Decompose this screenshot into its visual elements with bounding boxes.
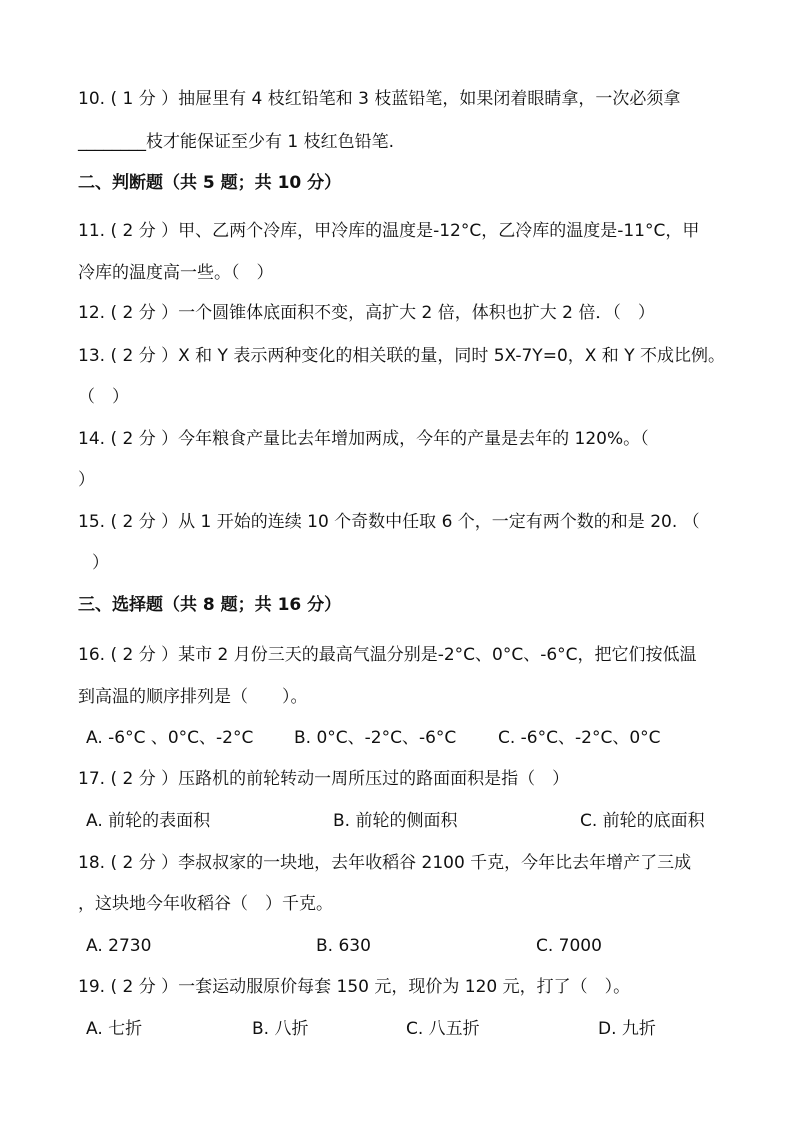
- q16-line-2: 到高温的顺序排列是（ ）。: [78, 687, 308, 707]
- section-heading-choice: 三、选择题（共 8 题；共 16 分）: [78, 595, 342, 615]
- q19-option-a: A. 七折: [86, 1019, 143, 1039]
- q18-option-a: A. 2730: [86, 936, 152, 956]
- q11-line-1: 11. ( 2 分 ）甲、乙两个冷库，甲冷库的温度是-12°C，乙冷库的温度是-11°C，甲: [78, 221, 700, 241]
- q10-line-1: 10. ( 1 分 ）抽屉里有 4 枝红铅笔和 3 枝蓝铅笔，如果闭着眼睛拿，一次必须拿: [78, 89, 681, 109]
- q19-line-1: 19. ( 2 分 ）一套运动服原价每套 150 元，现价为 120 元，打了（ ）。: [78, 977, 631, 997]
- q19-option-c: C. 八五折: [406, 1019, 480, 1039]
- q16-option-b: B. 0°C、-2°C、-6°C: [294, 728, 457, 748]
- q17-option-c: C. 前轮的底面积: [580, 811, 705, 831]
- q19-option-b: B. 八折: [252, 1019, 309, 1039]
- q13-line-2: （ ）: [78, 387, 129, 407]
- q17-option-b: B. 前轮的侧面积: [333, 811, 458, 831]
- q16-option-a: A. -6°C 、0°C、-2°C: [86, 728, 254, 748]
- q12-line-1: 12. ( 2 分 ）一个圆锥体底面积不变，高扩大 2 倍，体积也扩大 2 倍．（ ）: [78, 303, 655, 323]
- q11-line-2: 冷库的温度高一些。（ ）: [78, 263, 274, 283]
- q18-option-c: C. 7000: [536, 936, 602, 956]
- q10-line-2: ________枝才能保证至少有 1 枝红色铅笔.: [78, 132, 395, 152]
- section-heading-judgment: 二、判断题（共 5 题；共 10 分）: [78, 173, 342, 193]
- q16-line-1: 16. ( 2 分 ）某市 2 月份三天的最高气温分别是-2°C、0°C、-6°C，把它们按低温: [78, 645, 697, 665]
- q19-option-d: D. 九折: [598, 1019, 656, 1039]
- q17-option-a: A. 前轮的表面积: [86, 811, 211, 831]
- q13-line-1: 13. ( 2 分 ）X 和 Y 表示两种变化的相关联的量，同时 5X-7Y=0，X 和 Y 不成比例。: [78, 346, 725, 366]
- q15-line-1: 15. ( 2 分 ）从 1 开始的连续 10 个奇数中任取 6 个，一定有两个数的和是 20. （: [78, 512, 700, 532]
- q14-line-2: ）: [78, 470, 95, 490]
- q15-line-2: ）: [92, 553, 109, 573]
- q16-option-c: C. -6°C、-2°C、0°C: [498, 728, 661, 748]
- q18-line-1: 18. ( 2 分 ）李叔叔家的一块地，去年收稻谷 2100 千克，今年比去年增产了三成: [78, 853, 692, 873]
- q14-line-1: 14. ( 2 分 ）今年粮食产量比去年增加两成，今年的产量是去年的 120%。（: [78, 429, 649, 449]
- q18-option-b: B. 630: [316, 936, 371, 956]
- q18-line-2: ，这块地今年收稻谷（ ）千克。: [78, 894, 333, 914]
- q17-line-1: 17. ( 2 分 ）压路机的前轮转动一周所压过的路面面积是指（ ）: [78, 769, 570, 789]
